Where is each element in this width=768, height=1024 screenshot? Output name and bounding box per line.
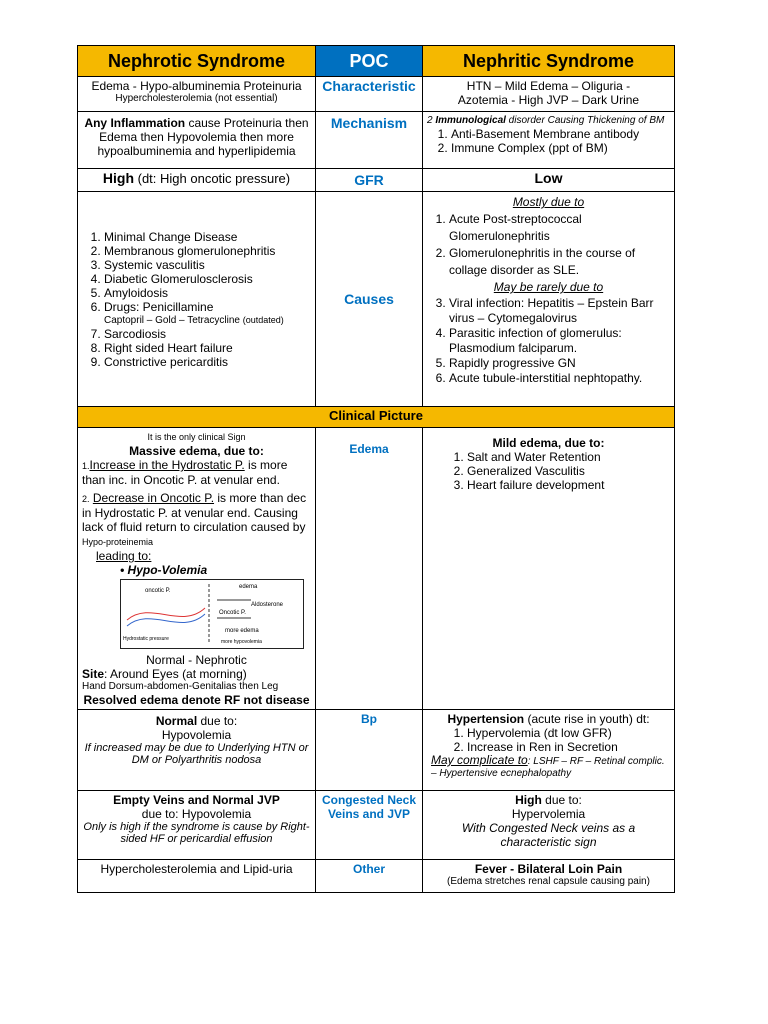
sketch-label: Oncotic P. <box>219 610 246 616</box>
cause-left-item: 4. Diabetic Glomerulosclerosis <box>104 272 311 286</box>
edema-sketch <box>120 579 304 649</box>
cause-rarely: May be rarely due to <box>493 280 604 294</box>
char-right-1: HTN – Mild Edema – Oliguria - <box>466 79 631 93</box>
mech-left-bold: Any Inflammation <box>84 116 186 130</box>
cause-left-item: 5. Amyloidosis <box>104 286 311 300</box>
sketch-label: Hydrostatic pressure <box>123 636 169 642</box>
cause-left-item: 7. Sarcodiosis <box>104 327 311 341</box>
row-edema <box>78 428 675 710</box>
edema-bullet: • Hypo-Volemia <box>120 563 208 577</box>
header-nephritic: Nephritic Syndrome <box>423 46 675 77</box>
mech-right-head: 2 Immunological disorder Causing Thickening of BM <box>427 115 665 126</box>
bp-right-item: 1. Hypervolemia (dt low GFR) <box>467 726 670 740</box>
poc-characteristic: Characteristic <box>316 77 423 112</box>
edema-point-2: 2. Decrease in Oncotic P. is more than dec in Hydrostatic P. at venular end. Causing lack of fluid return to circulation caused by Hypo-proteinemia <box>82 491 307 547</box>
edema-site: Site: Around Eyes (at morning) <box>82 667 247 681</box>
comparison-table <box>77 45 675 893</box>
clinical-picture-title: Clinical Picture <box>78 407 675 428</box>
edema-right-item: 2. Generalized Vasculitis <box>467 464 670 478</box>
poc-bp: Bp <box>316 710 423 791</box>
char-left-1: Edema - Hypo-albuminemia Proteinuria <box>91 79 302 93</box>
header-row <box>78 46 675 77</box>
sketch-drawing <box>121 580 303 648</box>
cause-mostly: Mostly due to <box>512 195 585 209</box>
cause-right-item: 1. Acute Post-streptococcal Glomerulonephritis <box>449 211 670 245</box>
cause-left-item: 6. Drugs: Penicillamine <box>104 300 311 314</box>
row-gfr <box>78 169 675 192</box>
jvp-left-1: Empty Veins and Normal JVP <box>113 793 280 807</box>
jvp-right-2: Hypervolemia <box>511 807 586 821</box>
mech-left-rest: cause Proteinuria then Edema then Hypovolemia then more hypoalbuminemia and hyperlipidemia <box>97 116 309 158</box>
jvp-left-3: Only is high if the syndrome is cause by Right-sided HF or pericardial effusion <box>83 821 310 845</box>
jvp-right-1: High due to: <box>515 793 582 807</box>
edema-leading: leading to: <box>96 549 152 563</box>
edema-right-item: 1. Salt and Water Retention <box>467 450 670 464</box>
edema-note: It is the only clinical Sign <box>147 432 246 442</box>
bp-right-item: 2. Increase in Ren in Secretion <box>467 740 670 754</box>
bp-right-1: Hypertension (acute rise in youth) dt: <box>447 712 650 726</box>
other-right-1: Fever - Bilateral Loin Pain <box>474 862 623 876</box>
sketch-label: more hypovolemia <box>221 639 262 645</box>
gfr-left: High (dt: High oncotic pressure) <box>78 169 316 192</box>
cause-right-item: 4. Parasitic infection of glomerulus: Plasmodium falciparum. <box>449 326 670 356</box>
cause-left-item: 1. Minimal Change Disease <box>104 230 311 244</box>
cause-left-item: 9. Constrictive pericarditis <box>104 355 311 369</box>
other-right-2: (Edema stretches renal capsule causing pain) <box>447 876 650 887</box>
mech-left <box>78 112 316 169</box>
cause-right-item: 5. Rapidly progressive GN <box>449 356 670 371</box>
bp-right-may: May complicate to: LSHF – RF – Retinal complic. – Hypertensive ecnephalopathy <box>431 753 665 779</box>
header-poc: POC <box>316 46 423 77</box>
poc-mechanism: Mechanism <box>316 112 423 169</box>
row-other <box>78 860 675 893</box>
bp-left-3: If increased may be due to Underlying HTN or DM or Polyarthritis nodosa <box>84 742 309 766</box>
mech-right-item: 1. Anti-Basement Membrane antibody <box>451 127 670 141</box>
row-characteristic <box>78 77 675 112</box>
gfr-right: Low <box>423 169 675 192</box>
poc-jvp: Congested Neck Veins and JVP <box>316 791 423 860</box>
bp-left-2: Hypovolemia <box>161 728 232 742</box>
edema-point-1: 1.Increase in the Hydrostatic P. is more than inc. in Oncotic P. at venular end. <box>82 458 288 487</box>
edema-title: Massive edema, due to: <box>129 444 264 458</box>
row-jvp <box>78 791 675 860</box>
char-right-2: Azotemia - High JVP – Dark Urine <box>457 93 640 107</box>
sketch-label: Aldosterone <box>251 602 284 608</box>
edema-right-item: 3. Heart failure development <box>467 478 670 492</box>
sketch-label: more edema <box>225 628 259 634</box>
cause-right-item: 2. Glomerulonephritis in the course of collage disorder as SLE. <box>449 245 670 279</box>
char-left-2: Hypercholesterolemia (not essential) <box>115 93 278 104</box>
cause-left-item: 8. Right sided Heart failure <box>104 341 311 355</box>
poc-gfr: GFR <box>316 169 423 192</box>
cause-left-item: 2. Membranous glomerulonephritis <box>104 244 311 258</box>
poc-causes: Causes <box>316 192 423 407</box>
bp-left-1: Normal due to: <box>155 714 238 728</box>
jvp-right-3: With Congested Neck veins as a characteristic sign <box>461 821 636 849</box>
sketch-label: edema <box>239 584 258 590</box>
row-bp <box>78 710 675 791</box>
jvp-left-2: due to: Hypovolemia <box>141 807 252 821</box>
cause-left-item: 3. Systemic vasculitis <box>104 258 311 272</box>
edema-site-2: Hand Dorsum-abdomen-Genitalias then Leg <box>82 681 279 692</box>
poc-edema: Edema <box>316 428 423 710</box>
cause-left-sub: Captopril – Gold – Tetracycline (outdated) <box>104 314 284 326</box>
cause-right-item: 6. Acute tubule-interstitial nephtopathy. <box>449 371 670 386</box>
edema-resolved: Resolved edema denote RF not disease <box>83 693 310 707</box>
clinical-picture-band <box>78 407 675 428</box>
mech-right-item: 2. Immune Complex (ppt of BM) <box>451 141 670 155</box>
poc-other: Other <box>316 860 423 893</box>
edema-caption: Normal - Nephrotic <box>146 653 247 667</box>
row-causes <box>78 192 675 407</box>
header-nephrotic: Nephrotic Syndrome <box>78 46 316 77</box>
cause-right-item: 3. Viral infection: Hepatitis – Epstein Barr virus – Cytomegalovirus <box>449 296 670 326</box>
row-mechanism <box>78 112 675 169</box>
sketch-label: oncotic P. <box>145 588 171 594</box>
edema-right-title: Mild edema, due to: <box>492 436 605 450</box>
other-left: Hypercholesterolemia and Lipid-uria <box>78 860 316 893</box>
